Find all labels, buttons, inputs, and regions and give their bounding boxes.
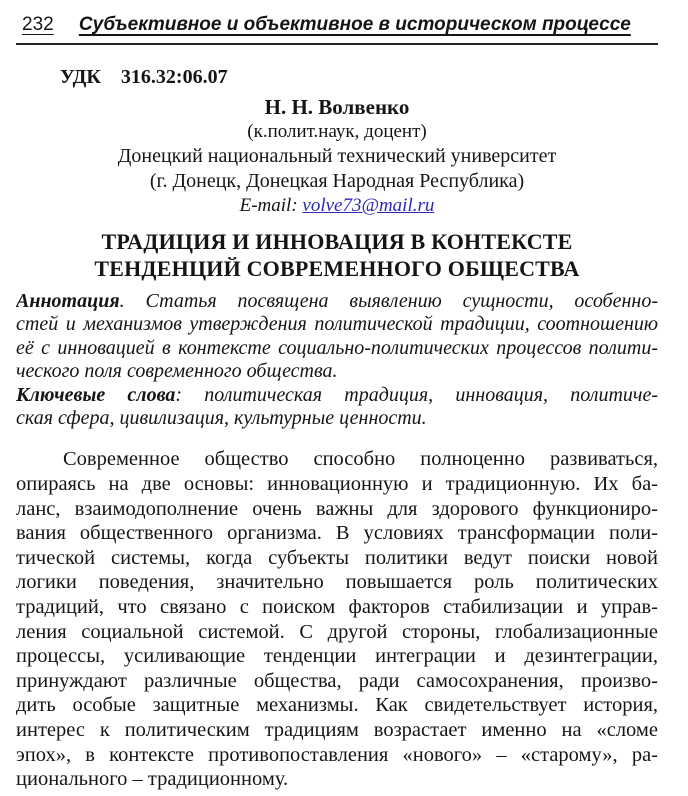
text-line: стей и механизмов утверждения политической традиции, соотношению — [16, 313, 658, 336]
email-link[interactable]: volve73@mail.ru — [302, 195, 435, 216]
text-line: её с инновацией в контексте социально-политических процессов полити- — [16, 336, 658, 359]
running-header — [16, 14, 658, 45]
text-line: процессы, усиливающие тенденции интеграции и дезинтеграции, — [16, 645, 658, 668]
text-line: традиций, что связано с поиском факторов стабилизации и управ- — [16, 596, 658, 618]
text-line: Современное общество способно полноценно развиваться, — [63, 448, 658, 471]
text-line: вания общественного организма. В условиях трансформации поли- — [16, 522, 658, 545]
text-line: опираясь на две основы: инновационную и традиционную. Их ба- — [16, 473, 658, 496]
paragraph-lead: Аннотация — [16, 290, 120, 312]
paragraph-lead: Ключевые слова — [16, 383, 176, 406]
text-line: ческого поля современного общества. — [16, 360, 338, 383]
text-line: тической системы, когда субъекты политики ведут поиски новой — [16, 546, 658, 569]
text-line: эпох», в контексте противопоставления «нового» – «старому», ра- — [16, 743, 658, 766]
author-degree: (к.полит.наук, доцент) — [247, 121, 427, 142]
text-line: ланс, взаимодополнение очень важны для здорового функциониро- — [16, 497, 658, 520]
keywords-paragraph — [16, 384, 658, 431]
article-title-line: ТЕНДЕНЦИЙ СОВРЕМЕННОГО ОБЩЕСТВА — [94, 256, 580, 281]
abstract-paragraph — [16, 290, 658, 384]
text-line: дить особые защитные механизмы. Как свидетельствует история, — [16, 694, 658, 717]
text-line: интерес к политическим традициям возрастает именно на «сломе — [16, 718, 658, 741]
text-line: Ключевые слова: политическая традиция, инновация, политиче- — [16, 383, 658, 406]
affiliation: Донецкий национальный технический университет — [117, 145, 557, 167]
affiliation-location: (г. Донецк, Донецкая Народная Республика) — [149, 170, 525, 192]
running-title: Субъективное и объективное в историческом процессе — [78, 14, 631, 35]
udc-value: 316.32:06.07 — [120, 66, 228, 88]
email-label: E-mail: — [239, 195, 298, 216]
text-line: логики поведения, значительно повышается роль политических — [16, 571, 658, 594]
text-line: принуждают различные общества, ради самосохранения, произво- — [16, 669, 658, 692]
text-line: ления социальной системой. С другой стороны, глобализационные — [16, 620, 658, 643]
article-title-line: ТРАДИЦИЯ И ИННОВАЦИЯ В КОНТЕКСТЕ — [101, 229, 573, 254]
author-name: Н. Н. Волвенко — [264, 95, 410, 119]
udc-label: УДК — [60, 66, 101, 88]
udc-line — [60, 65, 658, 89]
page-number: 232 — [22, 14, 54, 35]
email-line — [16, 194, 658, 218]
body-paragraph — [16, 447, 658, 791]
text-line: ционального – традиционному. — [16, 768, 289, 791]
text-line: Аннотация. Статья посвящена выявлению сущности, особенно- — [16, 290, 658, 312]
article-title — [16, 228, 658, 282]
text-line: ская сфера, цивилизация, культурные ценности. — [16, 407, 427, 430]
